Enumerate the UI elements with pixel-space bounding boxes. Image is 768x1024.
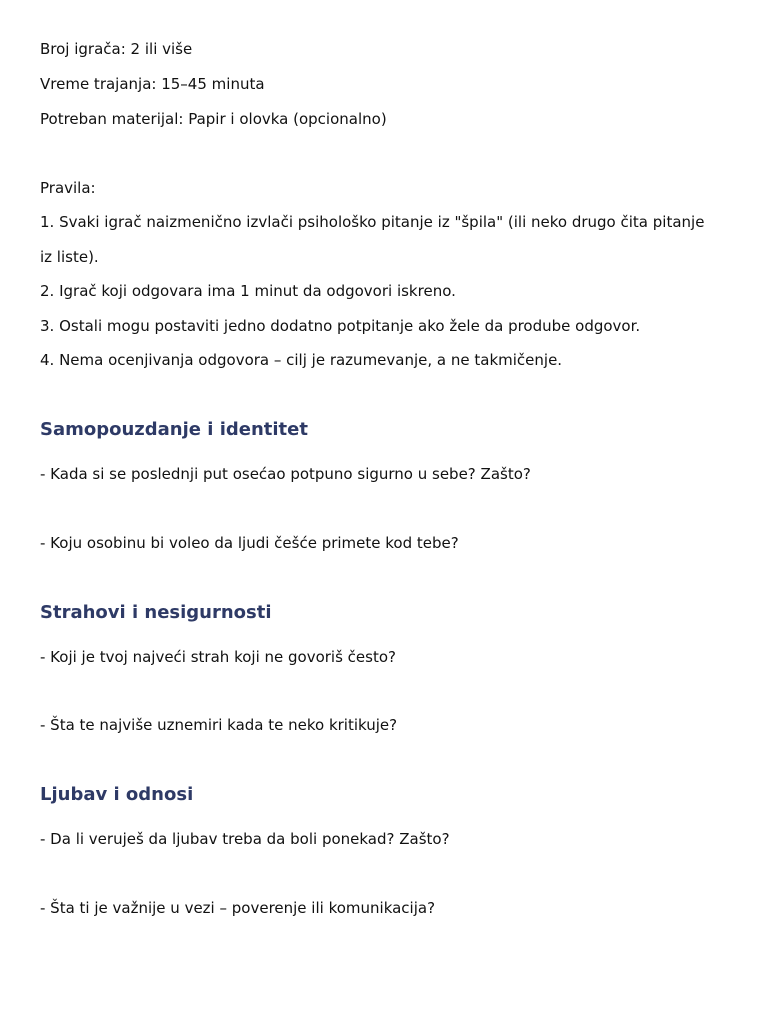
question-item: - Koju osobinu bi voleo da ljudi češće primete kod tebe? bbox=[40, 534, 459, 552]
material-line: Potreban materijal: Papir i olovka (opcionalno) bbox=[40, 110, 387, 128]
rule-item-1-part-a: 1. Svaki igrač naizmenično izvlači psihološko pitanje iz "špila" (ili neko drugo čita pitanje bbox=[40, 213, 705, 231]
section-heading-self-confidence: Samopouzdanje i identitet bbox=[40, 419, 308, 440]
question-item: - Koji je tvoj najveći strah koji ne govoriš često? bbox=[40, 648, 396, 666]
question-item: - Šta te najviše uznemiri kada te neko kritikuje? bbox=[40, 716, 398, 734]
question-item: - Šta ti je važnije u vezi – poverenje ili komunikacija? bbox=[40, 899, 436, 917]
rule-item-2: 2. Igrač koji odgovara ima 1 minut da odgovori iskreno. bbox=[40, 282, 456, 300]
rule-item-4: 4. Nema ocenjivanja odgovora – cilj je razumevanje, a ne takmičenje. bbox=[40, 351, 563, 369]
rule-item-3: 3. Ostali mogu postaviti jedno dodatno potpitanje ako žele da prodube odgovor. bbox=[40, 317, 641, 335]
section-heading-love: Ljubav i odnosi bbox=[40, 784, 194, 805]
players-line: Broj igrača: 2 ili više bbox=[40, 40, 193, 58]
rule-item-1-part-b: iz liste). bbox=[40, 248, 99, 266]
rules-title: Pravila: bbox=[40, 179, 96, 197]
question-item: - Da li veruješ da ljubav treba da boli ponekad? Zašto? bbox=[40, 830, 450, 848]
question-item: - Kada si se poslednji put osećao potpuno sigurno u sebe? Zašto? bbox=[40, 465, 531, 483]
duration-line: Vreme trajanja: 15–45 minuta bbox=[40, 75, 265, 93]
section-heading-fears: Strahovi i nesigurnosti bbox=[40, 602, 272, 623]
